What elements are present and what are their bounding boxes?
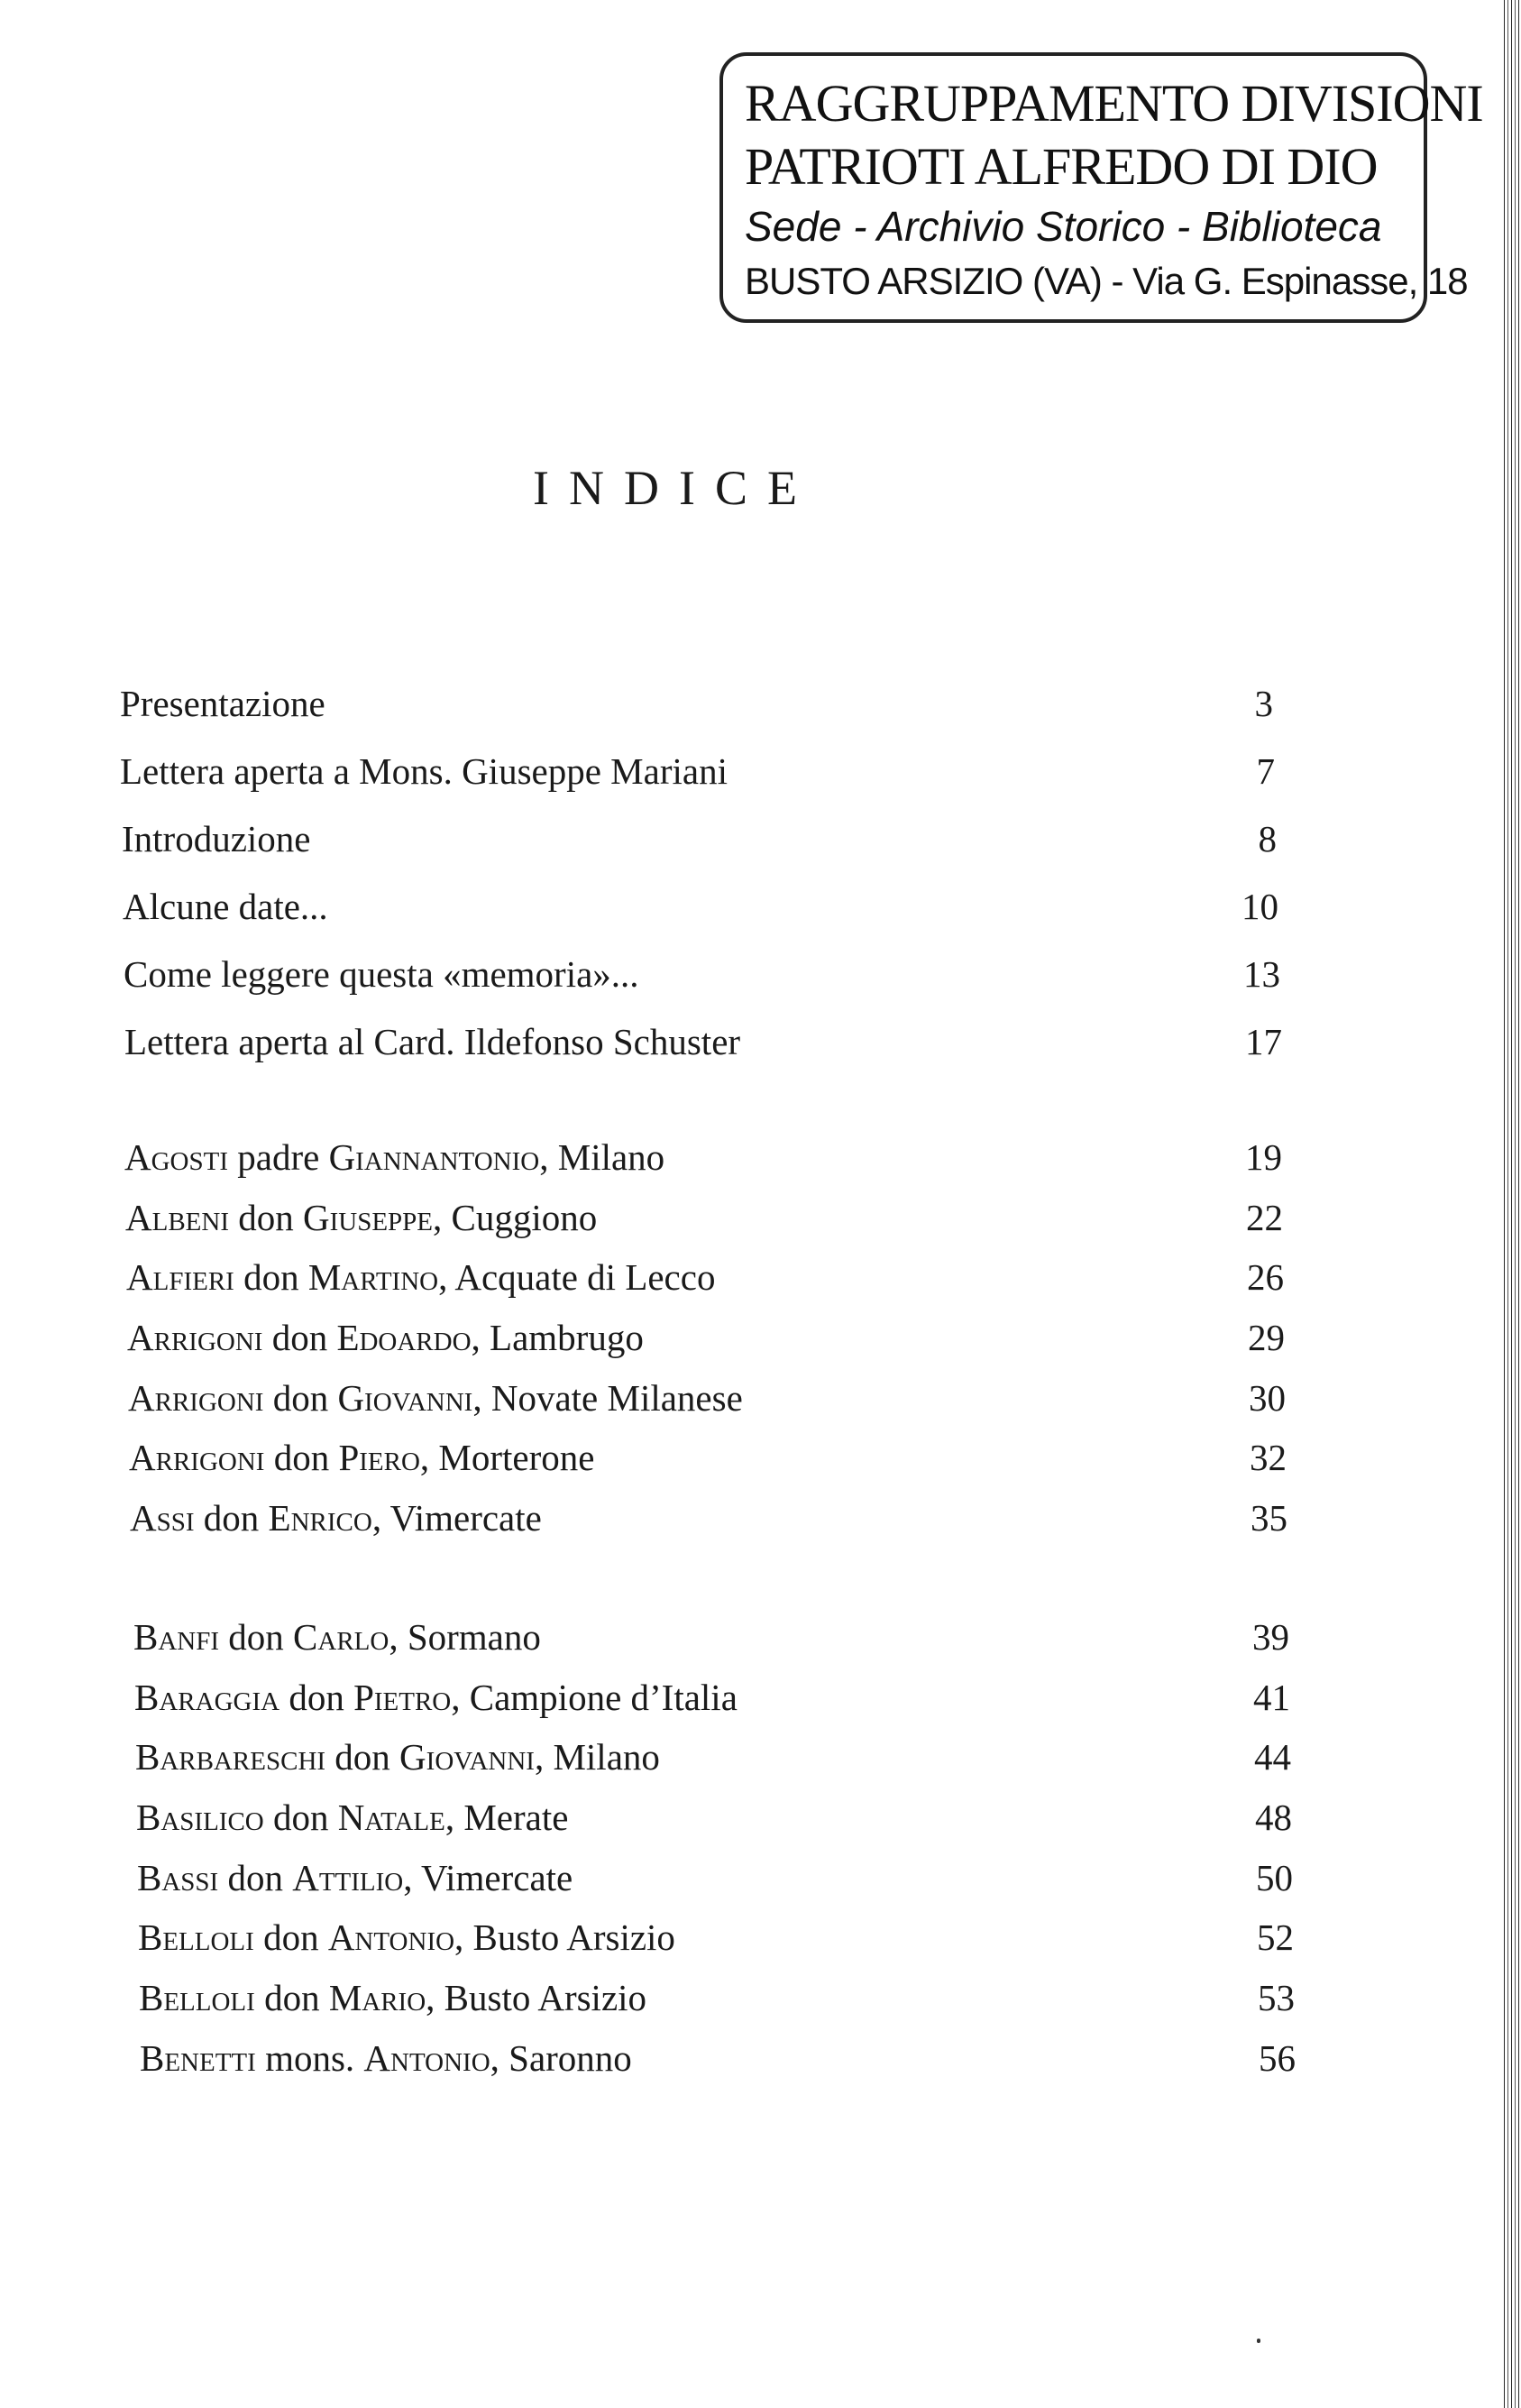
entry-text: Presentazione (120, 683, 325, 724)
toc-entry-title (134, 1675, 738, 1720)
toc-row (120, 749, 1275, 803)
toc-entry-title (125, 1195, 597, 1240)
entry-place: , Busto Arsizio (426, 1977, 647, 2018)
entry-surname: Baraggia (134, 1677, 280, 1718)
entry-place: , Milano (534, 1736, 660, 1778)
toc-entry-page: 13 (1243, 953, 1280, 995)
toc-entry-page: 8 (1258, 818, 1277, 859)
toc-row (126, 1255, 1284, 1309)
toc-row (136, 1795, 1292, 1849)
toc-entry-title (137, 1855, 573, 1900)
toc-entry-title (123, 884, 328, 929)
entry-given-name: Antonio (327, 1916, 455, 1958)
toc-entry-page: 35 (1251, 1497, 1287, 1539)
toc-entry-page: 19 (1245, 1136, 1282, 1178)
toc-entry-title (135, 1734, 660, 1779)
entry-surname: Arrigoni (128, 1377, 264, 1419)
entry-role: don (234, 1256, 308, 1298)
entry-role: don (264, 1437, 339, 1478)
toc-entry-page: 52 (1257, 1916, 1294, 1958)
toc-entry-title (130, 1495, 542, 1540)
entry-place: , Merate (444, 1797, 569, 1838)
toc-row (124, 1019, 1282, 1073)
entry-surname: Belloli (138, 1916, 254, 1958)
toc-entry-page: 32 (1250, 1437, 1287, 1478)
entry-place: , Busto Arsizio (454, 1916, 675, 1958)
toc-entry-page: 41 (1253, 1677, 1290, 1718)
entry-surname: Alfieri (126, 1256, 234, 1298)
entry-surname: Barbareschi (135, 1736, 326, 1778)
entry-given-name: Pietro (353, 1677, 452, 1718)
toc-entry-page: 17 (1245, 1021, 1282, 1062)
entry-text: Alcune date... (123, 886, 328, 927)
entry-text: Lettera aperta al Card. Ildefonso Schuster (124, 1021, 741, 1062)
stamp-line-4: BUSTO ARSIZIO (VA) - Via G. Espinasse, 18 (745, 260, 1468, 302)
entry-role: mons. (255, 2037, 364, 2079)
toc-entry-page: 56 (1259, 2037, 1296, 2079)
entry-given-name: Giannantonio (328, 1136, 540, 1178)
entry-role: don (228, 1197, 303, 1238)
entry-text: Introduzione (122, 818, 311, 859)
entry-given-name: Giuseppe (302, 1197, 434, 1238)
toc-entry-page: 50 (1256, 1857, 1293, 1898)
entry-text: Lettera aperta a Mons. Giuseppe Mariani (120, 750, 728, 792)
entry-role: padre (228, 1136, 329, 1178)
entry-place: , Milano (539, 1136, 665, 1178)
entry-role: don (253, 1916, 328, 1958)
entry-surname: Albeni (125, 1197, 229, 1238)
toc-row (135, 1734, 1291, 1788)
entry-surname: Basilico (136, 1797, 264, 1838)
toc-row (138, 1915, 1294, 1969)
entry-place: , Campione d’Italia (451, 1677, 738, 1718)
entry-surname: Banfi (133, 1616, 220, 1658)
entry-given-name: Antonio (363, 2037, 490, 2079)
entry-place: , Morterone (419, 1437, 595, 1478)
toc-entry-title (127, 1315, 644, 1360)
toc-row (124, 1135, 1282, 1189)
toc-entry-title (138, 1915, 675, 1960)
toc-row (125, 1195, 1283, 1249)
entry-role: don (262, 1317, 337, 1358)
entry-role: don (263, 1797, 338, 1838)
entry-given-name: Enrico (268, 1497, 372, 1539)
entry-surname: Benetti (140, 2037, 256, 2079)
toc-entry-page: 29 (1248, 1317, 1285, 1358)
toc-entry-page: 22 (1246, 1197, 1283, 1238)
toc-entry-page: 3 (1254, 683, 1273, 724)
entry-place: , Sormano (389, 1616, 541, 1658)
toc-entry-page: 44 (1254, 1736, 1291, 1778)
entry-place: , Vimercate (371, 1497, 542, 1539)
toc-row (129, 1435, 1287, 1489)
toc-entry-title (129, 1435, 594, 1480)
page-title: INDICE (533, 461, 817, 515)
toc-row (123, 884, 1278, 938)
entry-role: don (194, 1497, 269, 1539)
toc-row (139, 1975, 1295, 2029)
toc-entry-title (120, 681, 325, 726)
entry-role: don (219, 1616, 294, 1658)
entry-given-name: Edoardo (336, 1317, 472, 1358)
toc-entry-title (124, 1019, 740, 1064)
toc-row (140, 2036, 1296, 2090)
entry-role: don (263, 1377, 338, 1419)
entry-given-name: Martino (307, 1256, 439, 1298)
toc-row (134, 1675, 1290, 1729)
entry-surname: Agosti (124, 1136, 228, 1178)
stamp-line-2: PATRIOTI ALFREDO DI DIO (745, 137, 1378, 196)
toc-row (128, 1375, 1286, 1429)
toc-entry-page: 30 (1249, 1377, 1286, 1419)
entry-place: , Cuggiono (433, 1197, 598, 1238)
toc-entry-page: 53 (1258, 1977, 1295, 2018)
toc-entry-page: 10 (1242, 886, 1278, 927)
entry-role: don (325, 1736, 400, 1778)
entry-surname: Arrigoni (129, 1437, 265, 1478)
toc-entry-title (136, 1795, 568, 1840)
toc-entry-title (122, 816, 310, 861)
entry-given-name: Carlo (293, 1616, 389, 1658)
toc-entry-page: 7 (1256, 750, 1275, 792)
entry-place: , Novate Milanese (472, 1377, 743, 1419)
toc-row (120, 681, 1273, 735)
toc-row (133, 1614, 1289, 1668)
speck (1257, 2339, 1260, 2343)
entry-place: , Lambrugo (471, 1317, 644, 1358)
toc-row (137, 1855, 1293, 1909)
toc-entry-title (124, 1135, 664, 1180)
toc-entry-title (120, 749, 728, 794)
toc-entry-page: 48 (1255, 1797, 1292, 1838)
toc-entry-page: 39 (1252, 1616, 1289, 1658)
entry-role: don (254, 1977, 329, 2018)
toc-entry-title (128, 1375, 743, 1420)
entry-surname: Arrigoni (127, 1317, 263, 1358)
entry-given-name: Attilio (292, 1857, 404, 1898)
entry-given-name: Giovanni (337, 1377, 473, 1419)
entry-role: don (279, 1677, 354, 1718)
toc-row (124, 951, 1280, 1006)
toc-entry-title (140, 2036, 632, 2081)
entry-role: don (218, 1857, 293, 1898)
toc-entry-title (139, 1975, 646, 2020)
entry-surname: Bassi (137, 1857, 219, 1898)
entry-given-name: Giovanni (399, 1736, 535, 1778)
toc-row (127, 1315, 1285, 1369)
stamp-line-3: Sede - Archivio Storico - Biblioteca (745, 203, 1382, 250)
toc-entry-page: 26 (1247, 1256, 1284, 1298)
entry-place: , Acquate di Lecco (438, 1256, 716, 1298)
entry-given-name: Natale (337, 1797, 445, 1838)
stamp-line-1: RAGGRUPPAMENTO DIVISIONI (745, 74, 1483, 133)
toc-row (130, 1495, 1287, 1549)
entry-surname: Assi (130, 1497, 195, 1539)
entry-given-name: Mario (328, 1977, 426, 2018)
toc-row (122, 816, 1277, 870)
entry-text: Come leggere questa «memoria»... (124, 953, 639, 995)
entry-place: , Vimercate (403, 1857, 573, 1898)
entry-place: , Saronno (490, 2037, 632, 2079)
entry-surname: Belloli (139, 1977, 255, 2018)
toc-entry-title (133, 1614, 541, 1659)
toc-entry-title (124, 951, 639, 997)
entry-given-name: Piero (338, 1437, 420, 1478)
toc-entry-title (126, 1255, 715, 1300)
